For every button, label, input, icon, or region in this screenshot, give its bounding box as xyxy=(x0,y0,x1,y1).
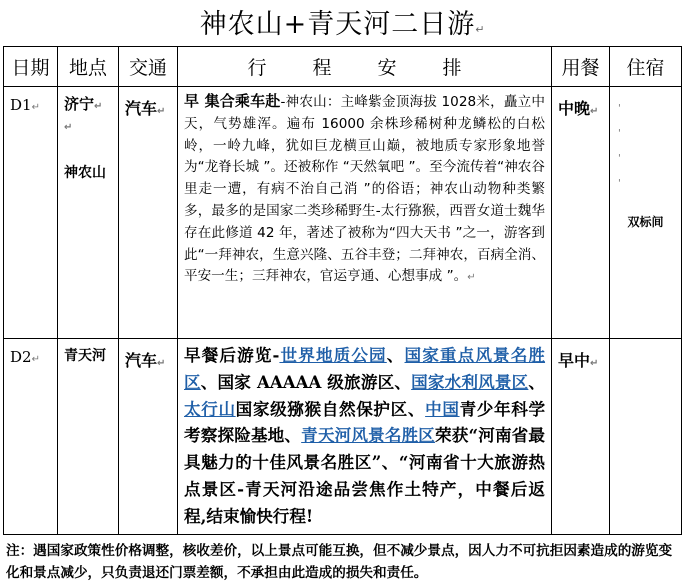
link-taihang-mountain[interactable]: 太行山 xyxy=(184,398,236,419)
transport-cell: 汽车↵ xyxy=(119,87,178,339)
plan-text: 、国家 AAAAA 级旅游区、 xyxy=(200,371,412,392)
plan-text: 青少年科学考察探险基地、 xyxy=(184,398,546,446)
plan-text: 、 xyxy=(386,345,405,365)
stay-cell: ' ' ' ' 双标间 xyxy=(610,87,682,339)
header-meals: 用餐 xyxy=(552,47,610,87)
link-water-conservancy-area[interactable]: 国家水利风景区 xyxy=(411,371,529,392)
plan-cell xyxy=(178,339,552,535)
header-place: 地点 xyxy=(58,47,119,87)
meals-cell: 中晚↵ xyxy=(552,87,610,339)
link-qingtianhe-scenic-area[interactable]: 青天河风景名胜区 xyxy=(301,425,436,446)
meals-cell: 早中↵ xyxy=(552,339,610,535)
place-cell: 青天河 xyxy=(58,339,119,535)
plan-text: 国家级猕猴自然保护区、 xyxy=(235,398,426,419)
itinerary-table xyxy=(3,46,682,535)
header-stay: 住宿 xyxy=(610,47,682,87)
link-national-scenic-area[interactable]: 国家重点风景名胜区 xyxy=(184,345,546,392)
plan-text: 、 xyxy=(528,371,545,392)
link-world-geopark[interactable]: 世界地质公园 xyxy=(279,345,387,365)
table-row xyxy=(4,87,682,339)
table-row xyxy=(4,339,682,535)
plan-cell: 早 集合乘车赴-神农山：主峰紫金顶海拔 1028米，矗立中天，气势雄浑。遍布 16000 余株珍稀树种龙鳞松的白松岭，一岭九峰，犹如巨龙横亘山巅，被地质专家形象地誉为“龙脊长城 ”。还被称作 “天然氧吧 ”。至今流传着“神农谷里走一遭，有病不治自己消 ”的俗语；神农山动物种类繁多，最多的是国家二类珍稀野生-太行猕猴，西晋女道士魏华存在此修道 42 年，著述了被称为“四大天书 ”之一，游客到此“一拜神农，生意兴隆、五谷丰登；二拜神农，百病全消、平安一生；三拜神农，官运亨通、心想事成 ”。↵ xyxy=(178,87,552,339)
plan-text: 早餐后游览- xyxy=(184,345,280,365)
link-china[interactable]: 中国 xyxy=(425,398,460,419)
day-cell: D2↵ xyxy=(4,339,58,535)
stay-cell xyxy=(610,339,682,535)
transport-cell: 汽车↵ xyxy=(119,339,178,535)
header-transport: 交通 xyxy=(119,47,178,87)
place-cell: 济宁↵ ↵ 神农山 xyxy=(58,87,119,339)
day-cell: D1↵ xyxy=(4,87,58,339)
table-header-row xyxy=(4,47,682,87)
footnote: 注：遇国家政策性价格调整，核收差价，以上景点可能互换，但不减少景点，因人力不可抗拒因素造成的游览变化和景点减少，只负责退还门票差额，不承担由此造成的损失和责任。 xyxy=(6,543,673,581)
header-plan: 行 程 安 排 xyxy=(178,47,552,87)
page-title: 神农山+青天河二日游↵ xyxy=(199,9,486,40)
header-date: 日期 xyxy=(4,47,58,87)
plan-text: 荣获“河南省最具魅力的十佳风景名胜区”、“河南省十大旅游热点景区-青天河沿途品尝焦作土特产，中餐后返程,结束愉快行程! xyxy=(184,425,546,526)
